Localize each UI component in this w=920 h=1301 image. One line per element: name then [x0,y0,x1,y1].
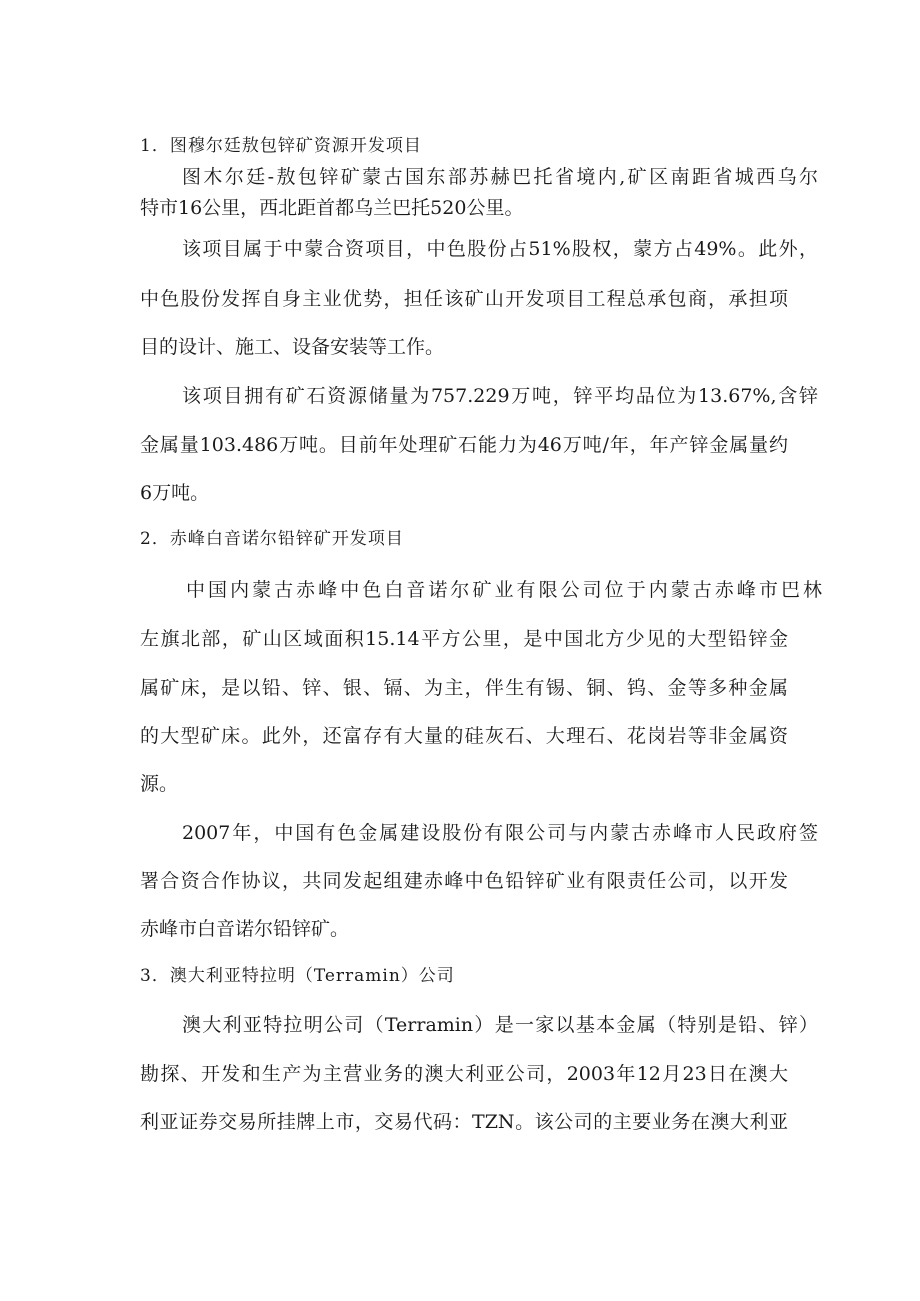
section-1-paragraph-2-line-3: 目的设计、施工、设备安装等工作。 [140,336,445,358]
section-3-paragraph-1-line-2: 勘探、开发和生产为主营业务的澳大利亚公司，2003年12月23日在澳大 [140,1063,788,1085]
section-2-paragraph-1-line-4: 的大型矿床。此外，还富存有大量的硅灰石、大理石、花岗岩等非金属资 [140,725,788,747]
section-1-paragraph-3-line-3: 6万吨。 [140,482,210,504]
section-2-paragraph-1-line-5: 源。 [140,773,179,795]
section-2-paragraph-2-line-1: 2007年，中国有色金属建设股份有限公司与内蒙古赤峰市人民政府签 [182,822,818,844]
section-2-paragraph-2-line-3: 赤峰市白音诺尔铅锌矿。 [140,918,350,940]
section-2-paragraph-2-line-2: 署合资合作协议，共同发起组建赤峰中色铅锌矿业有限责任公司，以开发 [140,870,788,892]
section-2-paragraph-1-line-1: 中国内蒙古赤峰中色白音诺尔矿业有限公司位于内蒙古赤峰市巴林 [186,579,822,601]
section-2-paragraph-1-line-3: 属矿床，是以铅、锌、银、镉、为主，伴生有锡、铜、钨、金等多种金属 [140,677,788,699]
section-1-heading: 1．图穆尔廷敖包锌矿资源开发项目 [140,136,422,156]
section-1-paragraph-2-line-2: 中色股份发挥自身主业优势，担任该矿山开发项目工程总承包商，承担项 [140,288,788,310]
section-1-paragraph-1-line-1: 图木尔廷-敖包锌矿蒙古国东部苏赫巴托省境内,矿区南距省城西乌尔 [182,166,818,188]
section-3-paragraph-1-line-1: 澳大利亚特拉明公司（Terramin）是一家以基本金属（特别是铅、锌） [182,1014,818,1036]
section-1-paragraph-3-line-2: 金属量103.486万吨。目前年处理矿石能力为46万吨/年，年产锌金属量约 [140,434,788,456]
section-1-paragraph-3-line-1: 该项目拥有矿石资源储量为757.229万吨，锌平均品位为13.67%,含锌 [182,385,818,407]
section-2-heading: 2．赤峰白音诺尔铅锌矿开发项目 [140,529,404,549]
section-2-paragraph-1-line-2: 左旗北部，矿山区域面积15.14平方公里，是中国北方少见的大型铅锌金 [140,628,788,650]
section-1-paragraph-1-line-2: 特市16公里，西北距首都乌兰巴托520公里。 [140,197,524,219]
section-3-heading: 3．澳大利亚特拉明（Terramin）公司 [140,966,455,986]
section-1-paragraph-2-line-1: 该项目属于中蒙合资项目，中色股份占51%股权，蒙方占49%。此外， [182,238,818,260]
section-3-paragraph-1-line-3: 利亚证券交易所挂牌上市，交易代码：TZN。该公司的主要业务在澳大利亚 [140,1111,788,1133]
